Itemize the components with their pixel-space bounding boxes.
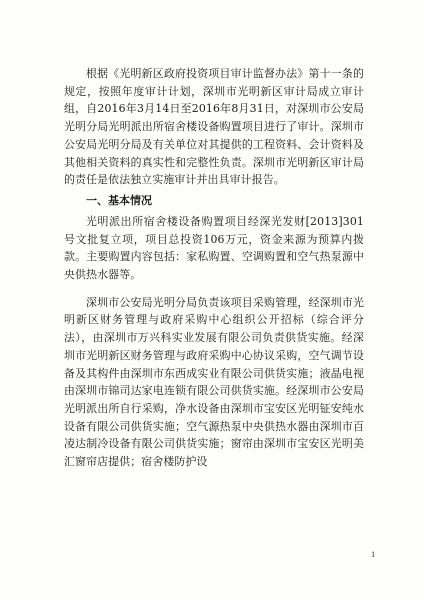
page-number: 1 [371,551,376,559]
section-heading: 一、基本情况 [86,193,152,207]
procurement-paragraph: 深圳市公安局光明分局负责该项目采购管理，经深圳市光明新区财务管理与政府采购中心组织公开招标（综合评分法），由深圳市万兴科实业发展有限公司负责供货实施。经深圳市光明新区财务管理与政府采购中心协议采购，空气调节设备及其构件由深圳市东西成实业有限公司供货实施；液晶电视由深圳市锦司达家电连锁有限公司供货实施。经深圳市公安局光明派出所自行采购，净水设备由深圳市宝安区光明钲安纯水设备有限公司供货实施；空气源热泵中央供热水器由深圳市百凌达制冷设备有限公司供货实施；窗帘由深圳市宝安区光明美汇窗帘店提供；宿舍楼防护设 [64,295,364,469]
intro-paragraph: 根据《光明新区政府投资项目审计监督办法》第十一条的规定，按照年度审计计划，深圳市光明新区审计局成立审计组，自2016年3月14日至2016年8月31日，对深圳市公安局光明分局光明派出所宿舍楼设备购置项目进行了审计。深圳市公安局光明分局及有关单位对其提供的工程资料、会计资料及其他相关资料的真实性和完整性负责。深圳市光明新区审计局的责任是依法独立实施审计并出具审计报告。 [64,67,364,187]
basic-info-paragraph: 光明派出所宿舍楼设备购置项目经深光发财[2013]301号文批复立项，项目总投资106万元，资金来源为预算内拨款。主要购置内容包括：家私购置、空调购置和空气热泵源中央供热水器等。 [64,214,364,282]
document-body [64,65,364,471]
